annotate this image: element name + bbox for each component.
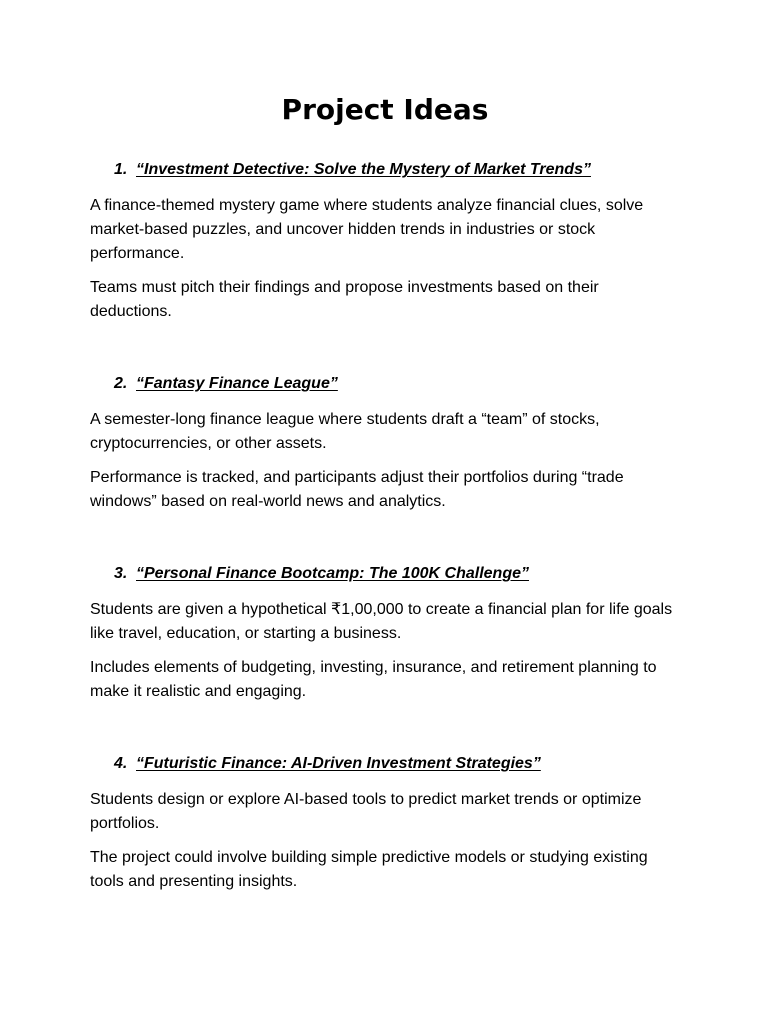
idea-heading [90, 564, 680, 584]
idea-paragraph: A finance-themed mystery game where students analyze financial clues, solve market-based puzzles, and uncover hidden trends in industries or stock performance. [90, 197, 644, 262]
idea-heading [90, 754, 680, 774]
idea-paragraph: Teams must pitch their findings and propose investments based on their deductions. [90, 279, 599, 320]
idea-paragraph: The project could involve building simple predictive models or studying existing tools and presenting insights. [90, 849, 648, 890]
idea-heading [90, 160, 680, 180]
idea-number: 4. [114, 755, 128, 772]
page-title: Project Ideas [281, 93, 489, 126]
idea-number: 1. [114, 161, 128, 178]
idea-section-4 [90, 754, 680, 894]
idea-section-2 [90, 374, 680, 514]
idea-paragraph: Includes elements of budgeting, investing, insurance, and retirement planning to make it realistic and engaging. [90, 659, 657, 700]
idea-paragraph: Students design or explore AI-based tools to predict market trends or optimize portfolios. [90, 791, 642, 832]
idea-paragraph: Students are given a hypothetical ₹1,00,000 to create a financial plan for life goals like travel, education, or starting a business. [90, 601, 673, 642]
idea-title: “Futuristic Finance: AI-Driven Investment Strategies” [136, 755, 541, 772]
idea-number: 3. [114, 565, 128, 582]
idea-section-1 [90, 160, 680, 324]
idea-paragraph: A semester-long finance league where students draft a “team” of stocks, cryptocurrencies, or other assets. [90, 411, 600, 452]
idea-heading [90, 374, 680, 394]
idea-title: “Personal Finance Bootcamp: The 100K Challenge” [136, 565, 529, 582]
idea-section-3 [90, 564, 680, 704]
idea-number: 2. [114, 375, 128, 392]
idea-title: “Investment Detective: Solve the Mystery of Market Trends” [136, 161, 591, 178]
idea-title: “Fantasy Finance League” [136, 375, 338, 392]
idea-paragraph: Performance is tracked, and participants adjust their portfolios during “trade windows” based on real-world news and analytics. [90, 469, 624, 510]
